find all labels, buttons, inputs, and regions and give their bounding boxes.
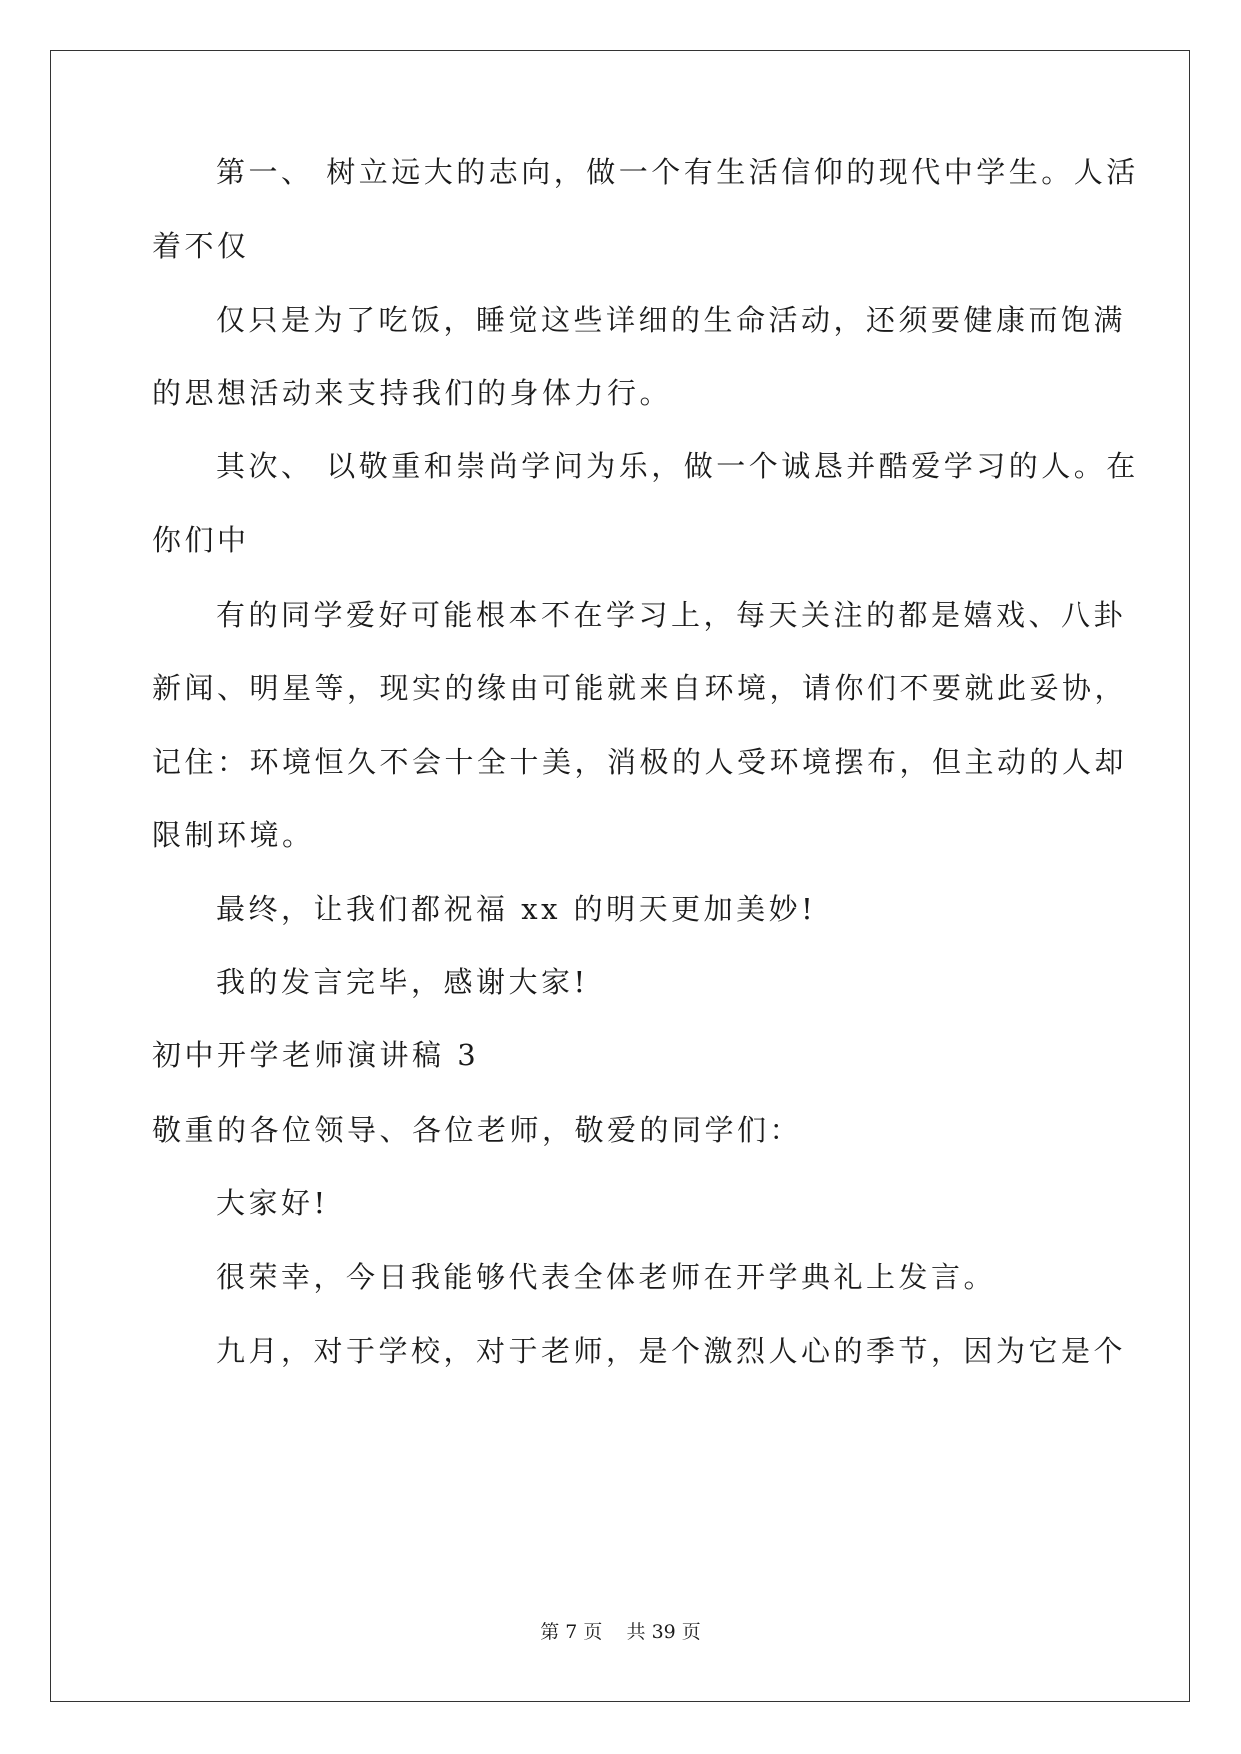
paragraph-line: 你们中 (152, 523, 250, 557)
paragraph-line: 最终，让我们都祝福 xx 的明天更加美妙! (216, 892, 817, 926)
paragraph-line: 九月，对于学校，对于老师，是个激烈人心的季节，因为它是个 (216, 1334, 1127, 1368)
page-border (50, 50, 1190, 1702)
paragraph-line: 我的发言完毕，感谢大家! (216, 965, 589, 999)
page-number-footer: 第 7 页 共 39 页 (540, 1621, 701, 1643)
section-heading: 初中开学老师演讲稿 3 (152, 1038, 480, 1072)
paragraph-line: 有的同学爱好可能根本不在学习上，每天关注的都是嬉戏、八卦 (216, 598, 1127, 632)
paragraph-line: 很荣幸，今日我能够代表全体老师在开学典礼上发言。 (216, 1260, 997, 1294)
greeting: 大家好! (216, 1186, 329, 1220)
paragraph-line: 着不仅 (152, 229, 250, 263)
paragraph-line: 其次、 以敬重和崇尚学问为乐，做一个诚恳并酷爱学习的人。在 (216, 449, 1139, 483)
paragraph-line: 限制环境。 (152, 818, 315, 852)
paragraph-line: 第一、 树立远大的志向，做一个有生活信仰的现代中学生。人活 (216, 155, 1139, 189)
paragraph-line: 仅只是为了吃饭，睡觉这些详细的生命活动，还须要健康而饱满 (216, 303, 1127, 337)
paragraph-line: 的思想活动来支持我们的身体力行。 (152, 376, 673, 410)
salutation: 敬重的各位领导、各位老师，敬爱的同学们： (152, 1113, 803, 1147)
paragraph-line: 记住：环境恒久不会十全十美，消极的人受环境摆布，但主动的人却 (152, 745, 1128, 779)
paragraph-line: 新闻、明星等，现实的缘由可能就来自环境，请你们不要就此妥协， (152, 671, 1128, 705)
